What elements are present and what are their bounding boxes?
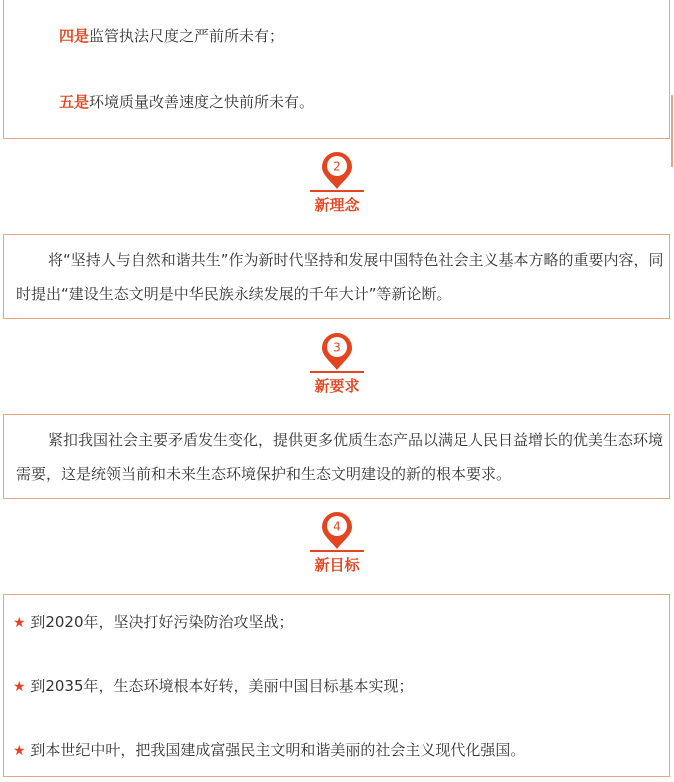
section-title: 新要求 <box>314 377 360 395</box>
item-text: 到本世纪中叶，把我国建成富强民主文明和谐美丽的社会主义现代化强国。 <box>30 741 526 759</box>
star-icon: ★ <box>13 679 26 695</box>
map-pin-icon <box>319 510 355 550</box>
marker-rule <box>310 550 364 552</box>
targets-box <box>3 594 670 777</box>
paragraph: 将“坚持人与自然和谐共生”作为新时代坚持和发展中国特色社会主义基本方略的重要内容，同时提出“建设生态文明是中华民族永续发展的千年大计”等新论断。 <box>16 251 664 303</box>
concept-box <box>3 234 670 319</box>
list-item <box>59 91 314 112</box>
item-prefix: 四是 <box>59 27 90 45</box>
map-pin-icon <box>319 331 355 371</box>
paragraph: 紧扣我国社会主要矛盾发生变化，提供更多优质生态产品以满足人民日益增长的优美生态环境需要，这是统领当前和未来生态环境保护和生态文明建设的新的根本要求。 <box>16 431 664 483</box>
marker-rule <box>310 190 364 192</box>
star-icon: ★ <box>13 615 26 631</box>
map-pin-icon <box>319 150 355 190</box>
section-title: 新目标 <box>314 556 360 574</box>
marker-number: 3 <box>333 340 341 355</box>
item-text: 到2035年，生态环境根本好转，美丽中国目标基本实现； <box>30 677 414 695</box>
list-item <box>13 611 294 632</box>
item-text: 环境质量改善速度之快前所未有。 <box>89 93 315 111</box>
item-text: 到2020年，坚决打好污染防治攻坚战； <box>30 613 294 631</box>
marker-number: 2 <box>333 159 341 174</box>
goals-box-top <box>3 0 670 139</box>
item-prefix: 五是 <box>59 93 90 111</box>
requirement-box <box>3 414 670 499</box>
divider <box>671 95 673 167</box>
list-item <box>13 675 414 696</box>
list-item <box>13 739 525 760</box>
marker-rule <box>310 371 364 373</box>
list-item <box>59 25 284 46</box>
star-icon: ★ <box>13 743 26 759</box>
item-text: 监管执法尺度之严前所未有； <box>89 27 285 45</box>
section-title: 新理念 <box>314 196 360 214</box>
marker-number: 4 <box>333 519 341 534</box>
